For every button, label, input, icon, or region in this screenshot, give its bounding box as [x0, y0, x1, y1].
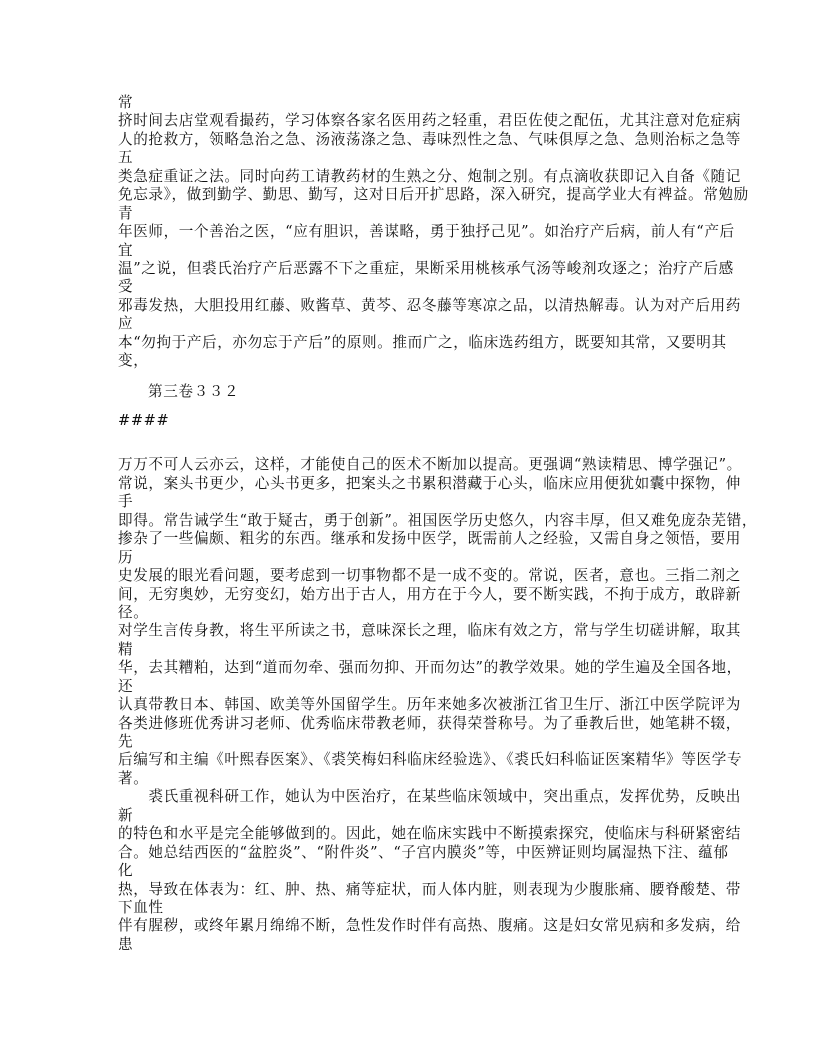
text-line: 精 — [118, 640, 134, 658]
text-line: 著。 — [118, 769, 149, 787]
text-line: 径。 — [118, 603, 149, 621]
text-line: 对学生言传身教，将生平所读之书，意味深长之理，临床有效之方，常与学生切磋讲解，取其 — [118, 622, 741, 640]
text-line: 的特色和水平是完全能够做到的。因此，她在临床实践中不断摸索探究，使临床与科研紧密结 — [118, 825, 741, 843]
text-line: 后编写和主编《叶熙春医案》、《裘笑梅妇科临床经验选》、《裘氏妇科临证医案精华》等医学专 — [118, 751, 743, 769]
text-line: 华，去其糟粕，达到“道而勿牵、强而勿抑、开而勿达”的教学效果。她的学生遍及全国各地， — [118, 659, 742, 677]
text-line: 各类进修班优秀讲习老师、优秀临床带教老师，获得荣誉称号。为了垂教后世，她笔耕不辍， — [118, 714, 741, 732]
text-line: 本“勿拘于产后，亦勿忘于产后”的原则。推而广之，临床选药组方，既要知其常，又要明其 — [118, 333, 727, 351]
text-line: 手 — [118, 493, 134, 511]
text-line: 患 — [118, 935, 134, 953]
paragraph-main — [118, 456, 758, 954]
text-line: 即得。常告诫学生“敢于疑古，勇于创新”。祖国医学历史悠久，内容丰厚，但又难免庞杂芜错， — [118, 511, 758, 529]
text-line: 历 — [118, 548, 134, 566]
text-line: 挤时间去店堂观看撮药，学习体察各家名医用药之轻重，君臣佐使之配伍，尤其注意对危症病 — [118, 112, 741, 130]
text-line: #### — [118, 412, 170, 429]
text-line: 史发展的眼光看问题，要考虑到一切事物都不是一成不变的。常说，医者，意也。三指二剂之 — [118, 567, 741, 585]
text-line: 年医师，一个善治之医，“应有胆识，善谋略，勇于独抒己见”。如治疗产后病，前人有“产后 — [118, 223, 735, 241]
text-line: 变， — [118, 352, 149, 370]
text-line: 人的抢救方，领略急治之急、汤液荡涤之急、毒味烈性之急、气味俱厚之急、急则治标之急等 — [118, 130, 741, 148]
text-line: 邪毒发热，大胆投用红藤、败酱草、黄芩、忍冬藤等寒凉之品，以清热解毒。认为对产后用药 — [118, 296, 741, 314]
text-line: 温”之说，但裘氏治疗产后恶露不下之重症，果断采用桃核承气汤等峻剂攻逐之；治疗产后感 — [118, 259, 734, 277]
document-page — [118, 94, 758, 954]
text-line: 认真带教日本、韩国、欧美等外国留学生。历年来她多次被浙江省卫生厅、浙江中医学院评为 — [118, 696, 741, 714]
text-line: 宜 — [118, 241, 134, 259]
text-line: 还 — [118, 677, 134, 695]
text-line: 免忘录》，做到勤学、勤思、勤写，这对日后开扩思路，深入研究，提高学业大有裨益。常勉励 — [118, 186, 749, 204]
page-footer — [118, 383, 718, 401]
page-separator — [118, 412, 718, 430]
text-line: 五 — [118, 149, 134, 167]
text-line: 下血性 — [118, 898, 164, 916]
text-line: 万万不可人云亦云，这样，才能使自己的医术不断加以提高。更强调“熟读精思、博学强记”。 — [118, 456, 742, 474]
text-line: 合。她总结西医的“盆腔炎”、“附件炎”、“子宫内膜炎”等，中医辨证则均属湿热下注、蕴郁 — [118, 843, 729, 861]
text-line: 化 — [118, 862, 134, 880]
text-line: 青 — [118, 204, 134, 222]
text-line: 先 — [118, 733, 134, 750]
text-line: 常说，案头书更少，心头书更多，把案头之书累积潜藏于心头，临床应用便犹如囊中探物，伸 — [118, 474, 741, 492]
text-line: 新 — [118, 806, 134, 824]
text-line: 应 — [118, 315, 134, 333]
text-line: 掺杂了一些偏颇、粗劣的东西。继承和发扬中医学，既需前人之经验，又需自身之领悟，要用 — [118, 530, 741, 548]
paragraph-continued — [118, 94, 749, 371]
text-line: 间，无穷奥妙，无穷变幻，始方出于古人，用方在于今人，要不断实践，不拘于成方，敢辟新 — [118, 585, 741, 603]
text-line: 热，导致在体表为：红、肿、热、痛等症状，而人体内脏，则表现为少腹胀痛、腰脊酸楚、带 — [118, 880, 741, 898]
text-line: 类急症重证之法。同时向药工请教药材的生熟之分、炮制之别。有点滴收获即记入自备《随记 — [118, 167, 741, 185]
text-line: 受 — [118, 278, 134, 296]
text-line: 第三卷３３２ — [148, 382, 240, 400]
text-line: 伴有腥秽，或终年累月绵绵不断，急性发作时伴有高热、腹痛。这是妇女常见病和多发病，给 — [118, 917, 741, 935]
text-line: 常 — [118, 94, 134, 111]
text-line: 裘氏重视科研工作，她认为中医治疗，在某些临床领域中，突出重点，发挥优势，反映出 — [118, 788, 741, 806]
